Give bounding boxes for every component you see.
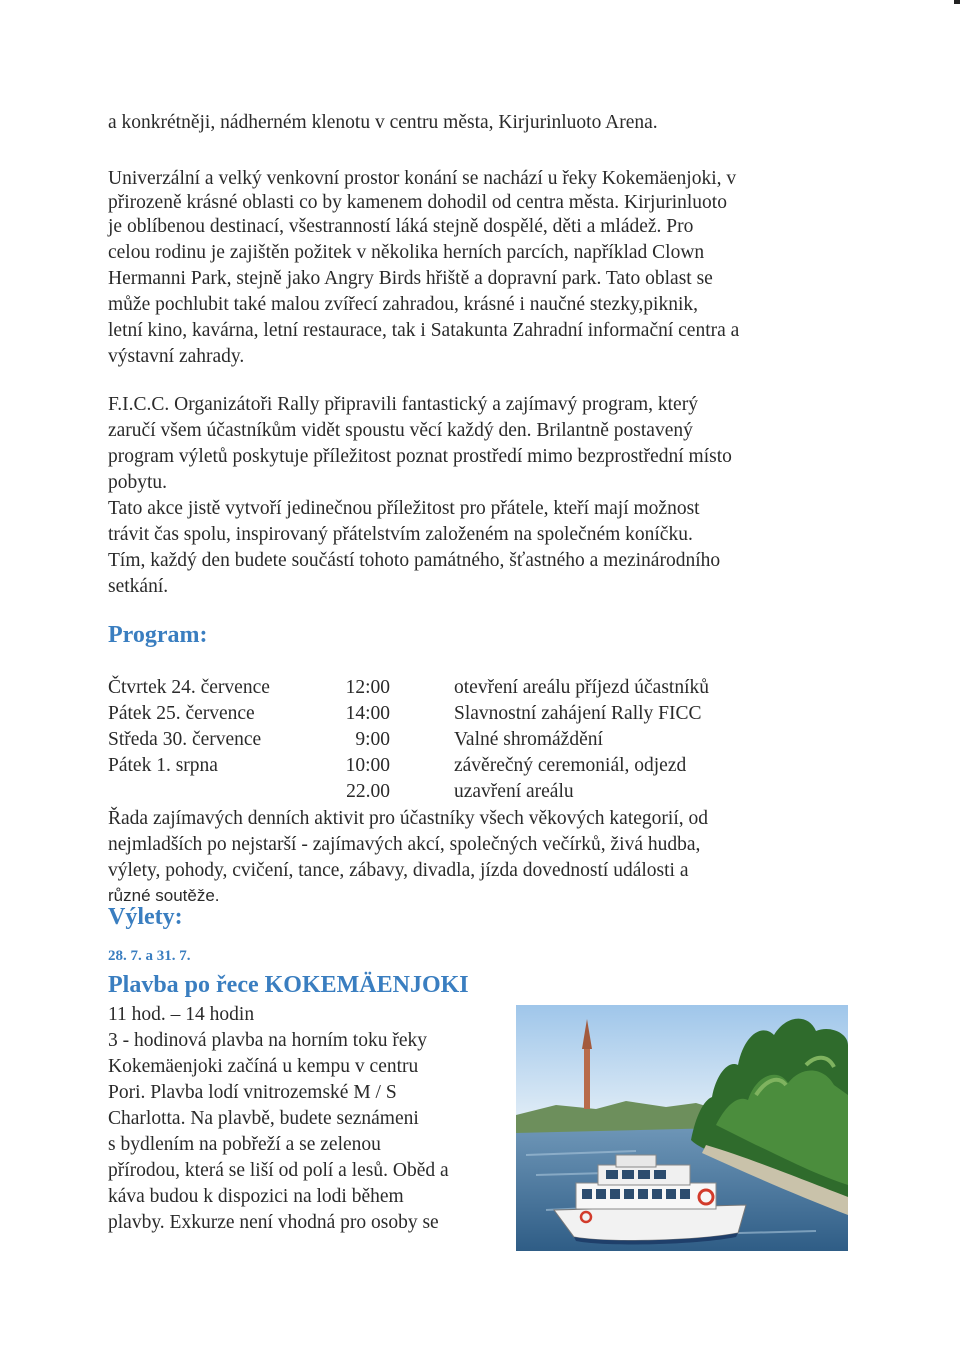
trip-line: Pori. Plavba lodí vnitrozemské M / S — [108, 1082, 397, 1103]
schedule-time: 9:00 — [355, 729, 390, 750]
intro-line: celou rodinu je zajištěn požitek v několika herních parcích, například Clown — [108, 242, 705, 263]
schedule-event: Slavnostní zahájení Rally FICC — [454, 703, 702, 724]
intro-line: může pochlubit také malou zvířecí zahradou, krásné i naučné stezky,piknik, — [108, 294, 699, 315]
intro-line: letní kino, kavárna, letní restaurace, tak i Satakunta Zahradní informační centra a — [108, 320, 740, 341]
program-heading: Program: — [108, 622, 208, 648]
schedule-time: 10:00 — [345, 755, 390, 776]
schedule-row — [0, 753, 960, 779]
schedule-row — [0, 727, 960, 753]
intro-line: zaručí všem účastníkům vidět spoustu věcí každý den. Brilantně postavený — [108, 420, 693, 441]
schedule-day: Pátek 25. července — [108, 703, 255, 724]
schedule-event: otevření areálu příjezd účastníků — [454, 677, 710, 698]
trip-title: Plavba po řece KOKEMÄENJOKI — [108, 972, 469, 998]
intro-line: výstavní zahrady. — [108, 346, 245, 367]
intro-line: přirozeně krásné oblasti co by kamenem dohodil od centra města. Kirjurinluoto — [108, 192, 727, 213]
schedule-time: 12:00 — [345, 677, 390, 698]
intro-line: je oblíbenou destinací, všestranností láká stejně dospělé, děti a mládež. Pro — [108, 216, 694, 237]
schedule-event: uzavření areálu — [454, 781, 574, 802]
intro-line: a konkrétněji, nádherném klenotu v centru města, Kirjurinluoto Arena. — [108, 112, 658, 133]
trip-line: 3 - hodinová plavba na horním toku řeky — [108, 1030, 427, 1051]
intro-line: pobytu. — [108, 472, 168, 493]
schedule-time: 14:00 — [345, 703, 390, 724]
activities-line: různé soutěže. — [108, 886, 220, 905]
trip-line: plavby. Exkurze není vhodná pro osoby se — [108, 1212, 439, 1233]
intro-line: Tato akce jistě vytvoří jedinečnou příležitost pro přátele, kteří mají možnost — [108, 498, 700, 519]
intro-line: Univerzální a velký venkovní prostor konání se nachází u řeky Kokemäenjoki, v — [108, 168, 737, 189]
intro-line: trávit čas spolu, inspirovaný přátelstvím založeném na společném koníčku. — [108, 524, 693, 545]
trip-line: Kokemäenjoki začíná u kempu v centru — [108, 1056, 419, 1077]
schedule-day: Středa 30. července — [108, 729, 262, 750]
activities-line: Řada zajímavých denních aktivit pro účastníky všech věkových kategorií, od — [108, 808, 708, 829]
trip-line: káva budou k dispozici na lodi během — [108, 1186, 404, 1207]
trip-line: s bydlením na pobřeží a se zelenou — [108, 1134, 381, 1155]
schedule-row — [0, 701, 960, 727]
scan-mark — [954, 0, 960, 4]
trip-line: přírodou, která se liší od polí a lesů. Oběd a — [108, 1160, 449, 1181]
schedule-event: závěrečný ceremoniál, odjezd — [454, 755, 687, 776]
activities-line: nejmladších po nejstarší - zajímavých akcí, společných večírků, živá hudba, — [108, 834, 701, 855]
schedule-row — [0, 675, 960, 701]
schedule-time: 22.00 — [346, 781, 390, 802]
intro-line: F.I.C.C. Organizátoři Rally připravili fantastický a zajímavý program, který — [108, 394, 698, 415]
schedule-event: Valné shromáždění — [454, 729, 603, 750]
intro-line: setkání. — [108, 576, 169, 597]
trip-date: 28. 7. a 31. 7. — [108, 948, 191, 964]
schedule-day: Čtvrtek 24. července — [108, 677, 270, 698]
intro-line: Tím, každý den budete součástí tohoto památného, šťastného a mezinárodního — [108, 550, 721, 571]
trip-line: Charlotta. Na plavbě, budete seznámeni — [108, 1108, 419, 1129]
schedule-day: Pátek 1. srpna — [108, 755, 218, 776]
intro-line: program výletů poskytuje příležitost poznat prostředí mimo bezprostřední místo — [108, 446, 732, 467]
river-boat-photo — [516, 1005, 848, 1251]
activities-line: výlety, pohody, cvičení, tance, zábavy, divadla, jízda dovedností události a — [108, 860, 689, 881]
trip-line: 11 hod. – 14 hodin — [108, 1004, 255, 1025]
intro-line: Hermanni Park, stejně jako Angry Birds hřiště a dopravní park. Tato oblast se — [108, 268, 713, 289]
trips-heading: Výlety: — [108, 904, 183, 930]
schedule-row — [0, 779, 960, 805]
